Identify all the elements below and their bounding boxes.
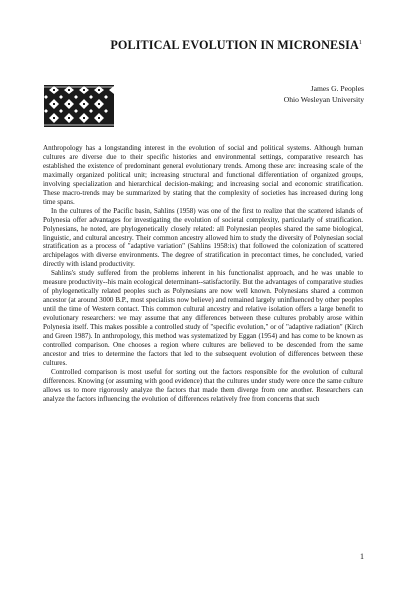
tapa-pattern-icon — [44, 85, 114, 127]
paragraph: Sahlins's study suffered from the problems inherent in his functionalist approach, and he was unable to measure productivity--his main ecological determinant--satisfactorily. But the advantages of comparative studies of phylogenetically related peoples such as Polynesians are now well known. Polynesians shared a common ancestor (at around 3000 B.P., most specialists now believe) and remained largely uninfluenced by other peoples until the time of Western contact. This common cultural ancestry and relative isolation offers a large benefit to evolutionary researchers: we may assume that any differences between these cultures probably arose within Polynesia itself. This makes possible a controlled study of "specific evolution," or of "adaptive radiation" (Kirch and Green 1987). In anthropology, this method was systematized by Eggan (1954) and has come to be known as controlled comparison. One chooses a region where cultures are believed to be descended from the same ancestor and tries to determine the factors that led to the subsequent evolution of differences between these cultures. — [43, 269, 363, 367]
footnote-marker: 1 — [358, 39, 362, 46]
paragraph: Controlled comparison is most useful for sorting out the factors responsible for the evolution of cultural differences. Knowing (or assuming with good evidence) that the cultures under study were once the same culture allows us to more rigorously analyze the factors that made them diverge from one another. Researchers can analyze the factors influencing the evolution of differences relatively free from concerns that such — [43, 367, 363, 403]
page-number: 1 — [360, 552, 364, 561]
author-affiliation: Ohio Wesleyan University — [283, 95, 364, 104]
author-block — [284, 83, 364, 105]
title-text: POLITICAL EVOLUTION IN MICRONESIA — [110, 38, 359, 52]
page-title — [100, 38, 362, 53]
paragraph: In the cultures of the Pacific basin, Sahlins (1958) was one of the first to realize that the scattered islands of Polynesia offer advantages for investigating the evolution of societal complexity, particularly of stratification. Polynesians, he noted, are phylogenetically closely related: all Polynesian peoples shared the same biological, linguistic, and cultural ancestry. Their common ancestry allowed him to study the diversity of Polynesian social stratification as a process of "adaptive variation" (Sahlins 1958:ix) that followed the colonization of scattered archipelagos with diverse environments. The degree of stratification in precontact times, he concluded, varied directly with island productivity. — [43, 206, 363, 269]
article-body — [43, 144, 363, 404]
paragraph: Anthropology has a longstanding interest in the evolution of social and political systems. Although human cultures are diverse due to their specific histories and environmental settings, comparative research has established the existence of predominant general evolutionary trends. Among these are: increasing scale of the maximally organized political unit; increasing structural and functional differentiation of organized groups, involving specialization and hierarchical decision-making; and increasing social and economic stratification. These macro-trends may be summarized by stating that the complexity of societies has increased during long time spans. — [43, 144, 363, 206]
author-name: James G. Peoples — [310, 84, 364, 93]
